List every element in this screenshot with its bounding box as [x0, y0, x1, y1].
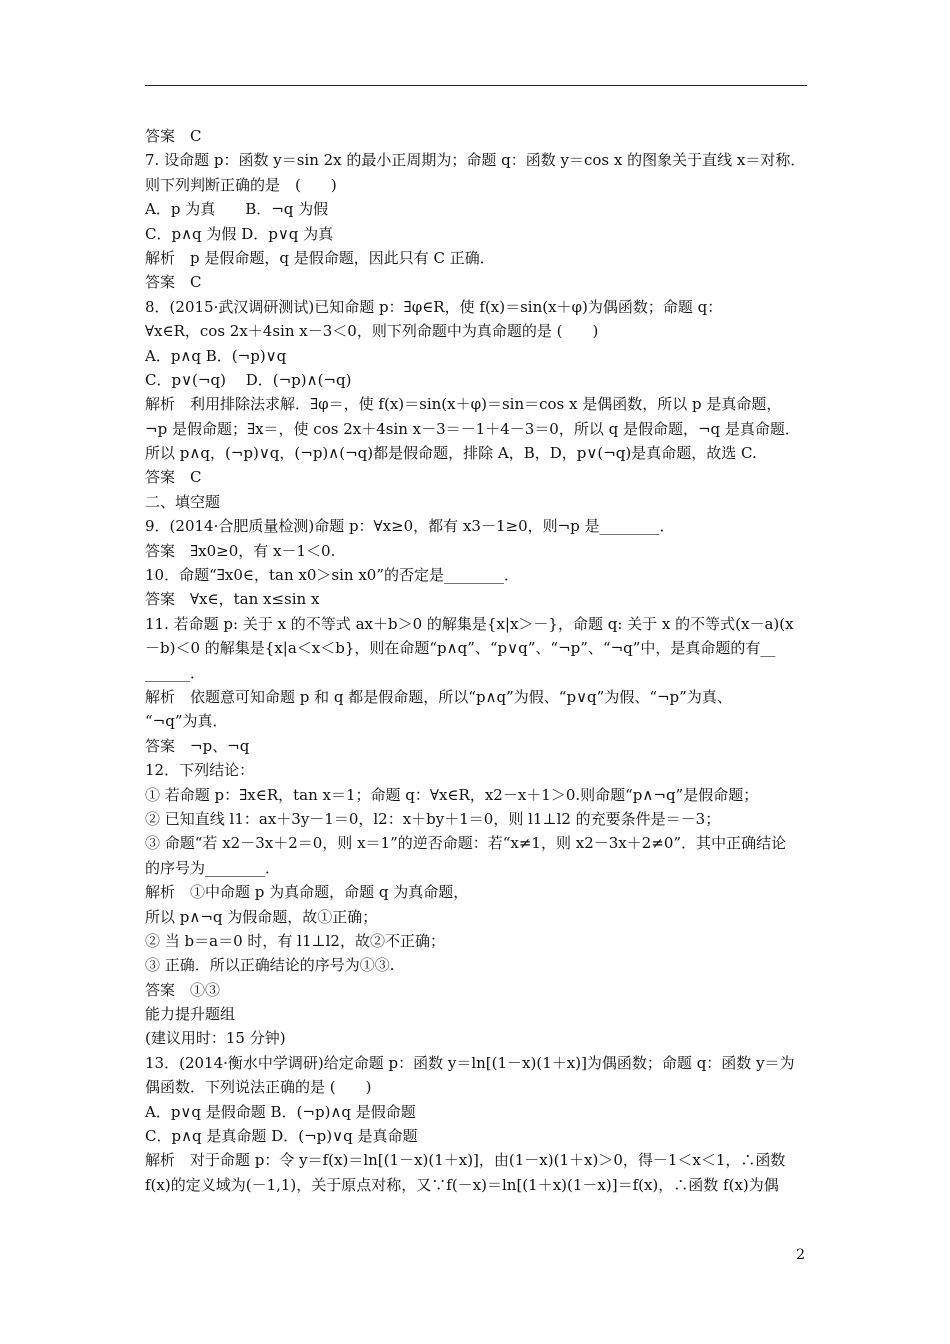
text-line: ① 若命题 p：∃x∈R，tan x＝1；命题 q：∀x∈R，x2－x＋1＞0.则命题“p∧¬q”是假命题； [145, 785, 759, 804]
text-line: 11. 若命题 p: 关于 x 的不等式 ax＋b＞0 的解集是{x|x＞－}，命题 q: 关于 x 的不等式(x－a)(x [145, 614, 794, 633]
text-line: 能力提升题组 [145, 1005, 236, 1024]
text-line: 的序号为________． [145, 858, 281, 877]
text-line: 9．(2014·合肥质量检测)命题 p：∀x≥0，都有 x3－1≥0，则¬p 是________． [145, 517, 675, 536]
text-line: 答案 ∀x∈，tan x≤sin x [145, 590, 320, 609]
text-line: ③ 命题“若 x2－3x＋2＝0，则 x＝1”的逆否命题：若“x≠1，则 x2－3x＋2≠0”．其中正确结论 [145, 834, 787, 853]
text-line: f(x)的定义域为(－1,1)，关于原点对称，又∵f(－x)＝ln[(1＋x)(1－x)]＝f(x)，∴函数 f(x)为偶 [145, 1175, 779, 1194]
text-line: A．p 为真 B．¬q 为假 [145, 200, 329, 219]
text-line: ③ 正确．所以正确结论的序号为①③. [145, 956, 395, 975]
text-line: C．p∧q 为假 D．p∨q 为真 [145, 224, 334, 243]
text-line: 所以 p∧q，(¬p)∨q，(¬p)∧(¬q)都是假命题，排除 A，B，D，p∨(¬q)是真命题，故选 C. [145, 444, 757, 463]
text-line: －b)＜0 的解集是{x|a＜x＜b}，则在命题“p∧q”、“p∨q”、“¬p”、“¬q”中，是真命题的有__ [145, 639, 776, 658]
text-line: 答案 C [145, 468, 202, 487]
text-line: 则下列判断正确的是 ( ) [145, 175, 337, 194]
text-line: 所以 p∧¬q 为假命题，故①正确； [145, 907, 378, 926]
text-line: 二、填空题 [145, 492, 221, 511]
text-line: 答案 ①③ [145, 980, 221, 999]
header-rule [145, 85, 807, 86]
text-line: (建议用时：15 分钟) [145, 1029, 286, 1048]
text-line: 12．下列结论： [145, 761, 255, 780]
text-line: 10．命题“∃x0∈，tan x0＞sin x0”的否定是________． [145, 566, 519, 585]
text-line: 7. 设命题 p：函数 y＝sin 2x 的最小正周期为；命题 q：函数 y＝cos x 的图象关于直线 x＝对称． [145, 151, 806, 170]
text-line: 答案 C [145, 127, 202, 145]
text-line: 答案 ¬p、¬q [145, 736, 250, 755]
text-line: 8．(2015·武汉调研测试)已知命题 p：∃φ∈R，使 f(x)＝sin(x＋φ)为偶函数；命题 q： [145, 297, 723, 316]
text-line: 13．(2014·衡水中学调研)给定命题 p：函数 y＝ln[(1－x)(1＋x)]为偶函数；命题 q：函数 y＝为 [145, 1053, 795, 1072]
text-line: A．p∨q 是假命题 B．(¬p)∧q 是假命题 [145, 1102, 416, 1121]
text-line: ∀x∈R，cos 2x＋4sin x－3＜0，则下列命题中为真命题的是 ( ) [145, 322, 599, 341]
text-line: 解析 利用排除法求解．∃φ＝，使 f(x)＝sin(x＋φ)＝sin＝cos x 是偶函数，所以 p 是真命题， [145, 395, 782, 414]
text-line: C．p∨(¬q) D．(¬p)∧(¬q) [145, 370, 352, 389]
text-line: A．p∧q B．(¬p)∨q [145, 346, 287, 365]
text-line: 偶函数．下列说法正确的是 ( ) [145, 1078, 372, 1097]
text-line: ② 已知直线 l1：ax＋3y－1＝0，l2：x＋by＋1＝0，则 l1⊥l2 的充要条件是＝－3； [145, 809, 721, 828]
text-line: ¬p 是假命题；∃x＝，使 cos 2x＋4sin x－3＝－1＋4－3＝0，所以 q 是假命题，¬q 是真命题． [145, 419, 800, 438]
text-line: 解析 p 是假命题，q 是假命题，因此只有 C 正确． [145, 248, 495, 267]
text-line: C．p∧q 是真命题 D．(¬p)∨q 是真命题 [145, 1127, 418, 1146]
text-line: 解析 ①中命题 p 为真命题，命题 q 为真命题， [145, 883, 469, 902]
text-line: 答案 C [145, 273, 202, 292]
text-line: 答案 ∃x0≥0，有 x－1＜0. [145, 541, 336, 560]
text-line: “¬q”为真． [145, 712, 228, 731]
text-line: ______． [145, 663, 206, 682]
text-line: 解析 依题意可知命题 p 和 q 都是假命题，所以“p∧q”为假、“p∨q”为假、“¬p”为真、 [145, 687, 732, 706]
document-body [145, 124, 810, 1197]
text-line: 解析 对于命题 p：令 y＝f(x)＝ln[(1－x)(1＋x)]，由(1－x)(1＋x)＞0，得－1＜x＜1，∴函数 [145, 1151, 786, 1170]
text-line: ② 当 b＝a＝0 时，有 l1⊥l2，故②不正确； [145, 931, 445, 950]
page-number: 2 [796, 1247, 805, 1263]
